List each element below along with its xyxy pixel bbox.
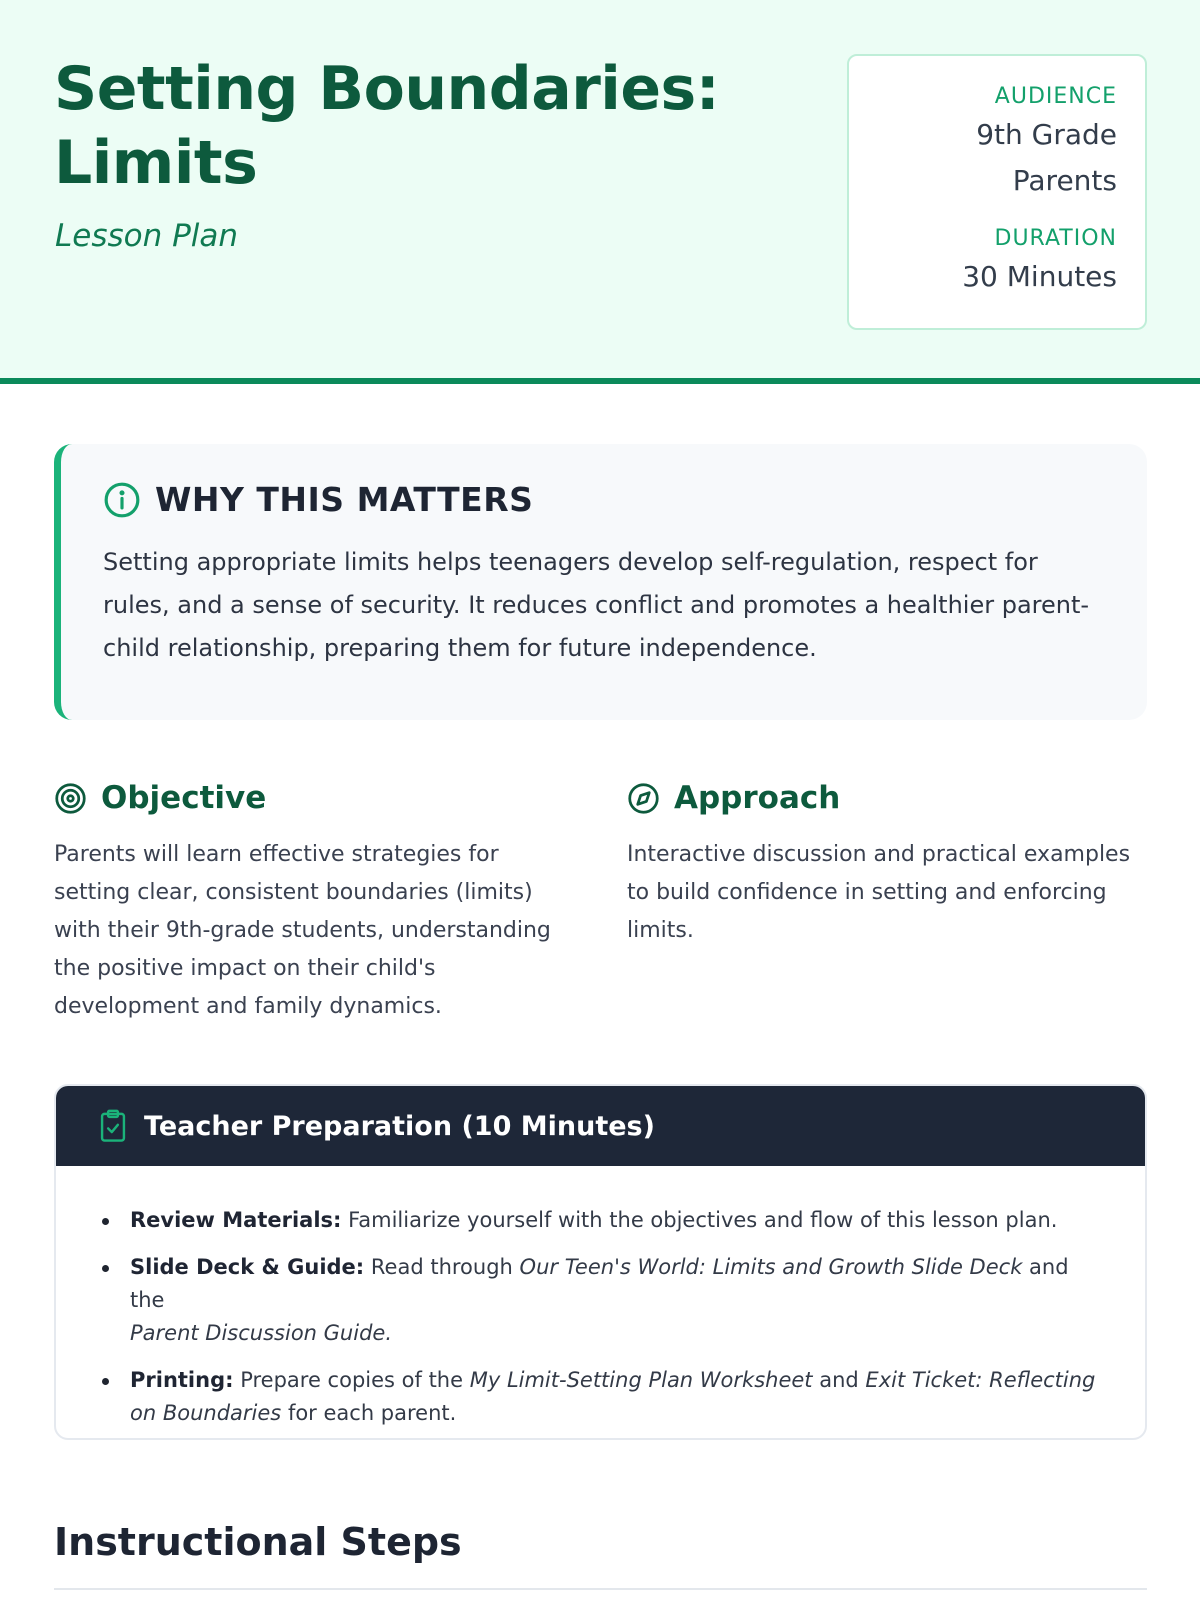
compass-icon xyxy=(627,782,660,815)
item-text: for each parent. xyxy=(287,1401,457,1425)
item-label: Slide Deck & Guide: xyxy=(130,1255,365,1279)
item-emphasis: My Limit-Setting Plan Worksheet xyxy=(469,1368,813,1392)
prep-title: Teacher Preparation (10 Minutes) xyxy=(144,1110,655,1142)
page-title: Setting Boundaries: Limits xyxy=(54,54,720,198)
item-text: Read through xyxy=(370,1255,513,1279)
clipboard-check-icon xyxy=(98,1109,128,1143)
item-text: and the xyxy=(130,1255,1069,1312)
prep-list xyxy=(56,1166,1145,1430)
header-banner xyxy=(0,0,1200,384)
approach-text: Interactive discussion and practical examples to build confidence in setting and enforcing limits. xyxy=(627,842,1131,943)
list-item xyxy=(102,1251,1105,1350)
item-text: Prepare copies of the xyxy=(240,1368,464,1392)
prep-header xyxy=(56,1086,1145,1166)
approach-header xyxy=(627,774,1137,822)
info-circle-icon xyxy=(103,481,141,519)
teacher-preparation-card xyxy=(54,1084,1147,1440)
instructional-steps-title: Instructional Steps xyxy=(54,1520,462,1564)
why-this-matters-callout xyxy=(54,444,1147,720)
duration-value: 30 Minutes xyxy=(962,260,1117,293)
lesson-meta-card xyxy=(847,54,1147,330)
item-emphasis: Parent Discussion Guide. xyxy=(130,1321,392,1345)
audience-label: AUDIENCE xyxy=(994,84,1117,109)
objective-text: Parents will learn effective strategies for setting clear, consistent boundaries (limits) with their 9th-grade students, understanding the positive impact on their child's development and family dynamics. xyxy=(54,842,551,1019)
audience-value: 9th Grade Parents xyxy=(976,118,1117,197)
page-subtitle: Lesson Plan xyxy=(55,218,239,254)
item-label: Printing: xyxy=(130,1368,234,1392)
approach-title: Approach xyxy=(674,780,841,816)
duration-label: DURATION xyxy=(994,226,1117,251)
objective-section xyxy=(54,774,564,1026)
why-text: Setting appropriate limits helps teenagers develop self-regulation, respect for rules, and a sense of security. It reduces conflict and promotes a healthier parent-child relationship, preparing them for future independence. xyxy=(103,548,1090,662)
why-header xyxy=(103,480,1107,519)
why-title: WHY THIS MATTERS xyxy=(155,480,534,519)
objective-title: Objective xyxy=(101,780,267,816)
item-emphasis: Exit Ticket: Reflecting on Boundaries xyxy=(130,1368,1096,1425)
list-item xyxy=(102,1204,1105,1237)
item-text: Familiarize yourself with the objectives and flow of this lesson plan. xyxy=(348,1208,1058,1232)
list-item xyxy=(102,1364,1105,1430)
item-emphasis: Our Teen's World: Limits and Growth Slide Deck xyxy=(519,1255,1023,1279)
section-divider xyxy=(54,1588,1147,1590)
target-icon xyxy=(54,782,87,815)
item-text: and xyxy=(819,1368,859,1392)
item-label: Review Materials: xyxy=(130,1208,342,1232)
approach-section xyxy=(627,774,1137,950)
objective-header xyxy=(54,774,564,822)
